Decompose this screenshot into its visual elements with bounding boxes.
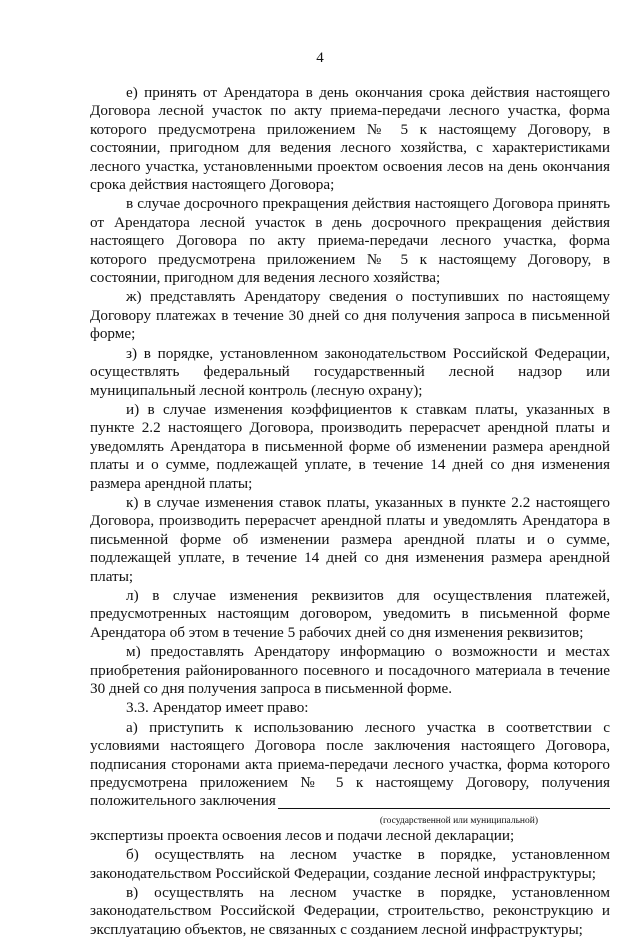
document-body [90, 84, 610, 940]
paragraph-early-termination: в случае досрочного прекращения действия настоящего Договора принять от Арендатора лесной участок в день досрочного прекращения действия настоящего Договора по акту приема-передачи лесного участка, форма которого предусмотрена приложением № 5 к настоящему Договору, в состоянии, пригодном для ведения лесного хозяйства; [90, 195, 610, 287]
paragraph-b: б) осуществлять на лесном участке в порядке, установленном законодательством Российской Федерации, создание лесной инфраструктуры; [90, 846, 610, 882]
page-number: 4 [316, 50, 324, 66]
blank-underline [278, 808, 610, 809]
paragraph-zh: ж) представлять Арендатору сведения о поступивших по настоящему Договору платежах в течение 30 дней со дня получения запроса в письменной форме; [90, 288, 610, 343]
paragraph-z: з) в порядке, установленном законодательством Российской Федерации, осуществлять федеральный государственный лесной надзор или муниципальный лесной контроль (лесную охрану); [90, 344, 610, 399]
paragraph-v: в) осуществлять на лесном участке в порядке, установленном законодательством Российской Федерации, строительство, реконструкцию и эксплуатацию объектов, не связанных с созданием лесной инфраструктуры; [90, 884, 610, 938]
section-heading-3-3: 3.3. Арендатор имеет право: [126, 699, 309, 717]
paragraph-m: м) предоставлять Арендатору информацию о возможности и местах приобретения районированного посевного и посадочного материала в течение 30 дней со дня получения запроса в письменной форме. [90, 643, 610, 697]
paragraph-k: к) в случае изменения ставок платы, указанных в пункте 2.2 настоящего Договора, производить перерасчет арендной платы и уведомлять Арендатора в письменной форме об изменении размера арендной платы и о сумме, подлежащей уплате, в течение 14 дней со дня изменения размера арендной платы; [90, 493, 610, 585]
paragraph-a-continuation: экспертизы проекта освоения лесов и подачи лесной декларации; [90, 826, 515, 844]
paragraph-a: а) приступить к использованию лесного участка в соответствии с условиями настоящего Договора после заключения настоящего Договора, подписания сторонами акта приема-передачи лесного участка, форма которого предусмотрена приложением № 5 к настоящему Договору, получения положительного заключения [90, 718, 610, 810]
paragraph-e: е) принять от Арендатора в день окончания срока действия настоящего Договора лесной участок по акту приема-передачи лесного участка, форма которого предусмотрена приложением № 5 к настоящему Договору, в состоянии, пригодном для ведения лесного хозяйства, с характеристиками лесного участка, установленными проектом освоения лесов на день окончания срока действия настоящего Договора; [90, 84, 610, 194]
paragraph-i: и) в случае изменения коэффициентов к ставкам платы, указанных в пункте 2.2 настоящего Договора, производить перерасчет арендной платы и уведомлять Арендатора в письменной форме об изменении размера арендной платы и о сумме, подлежащей уплате, в течение 14 дней со дня изменения размера арендной платы; [90, 400, 610, 492]
paragraph-l: л) в случае изменения реквизитов для осуществления платежей, предусмотренных настоящим договором, уведомить в письменной форме Арендатора об этом в течение 5 рабочих дней со дня изменения реквизитов; [90, 586, 610, 641]
blank-caption: (государственной или муниципальной) [379, 815, 538, 826]
